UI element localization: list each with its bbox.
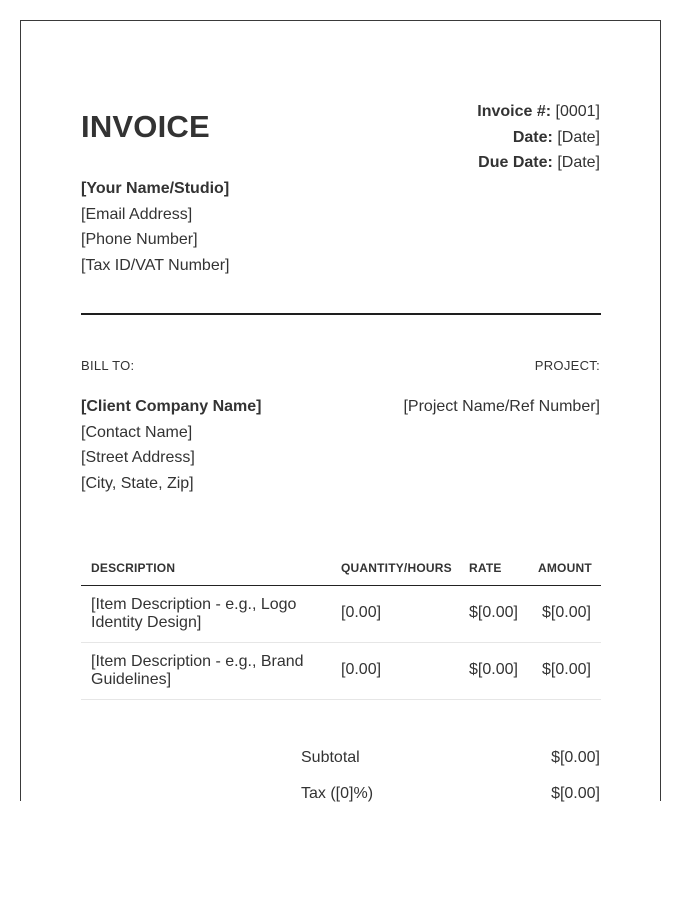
invoice-number-value: [0001]	[555, 103, 600, 120]
project-label: PROJECT:	[534, 358, 600, 373]
invoice-due-date-value: [Date]	[557, 154, 600, 171]
header-description: DESCRIPTION	[91, 561, 176, 575]
row-description: [Item Description - e.g., Logo Identity Design]	[91, 596, 297, 631]
invoice-due-date-line	[477, 150, 600, 176]
table-row	[81, 643, 601, 700]
header-amount: AMOUNT	[538, 561, 592, 575]
tax-value: $[0.00]	[551, 785, 600, 802]
subtotal-value: $[0.00]	[551, 749, 600, 766]
client-city-state-zip: [City, State, Zip]	[81, 474, 194, 492]
invoice-date-line	[477, 125, 600, 151]
row-amount: $[0.00]	[542, 661, 591, 678]
client-street-address: [Street Address]	[81, 449, 195, 466]
header-quantity: QUANTITY/HOURS	[341, 561, 452, 575]
row-rate: $[0.00]	[469, 661, 518, 678]
sender-block	[81, 176, 229, 278]
table-header-row	[81, 553, 601, 586]
client-contact-name: [Contact Name]	[81, 423, 193, 441]
invoice-title: INVOICE	[81, 109, 210, 144]
sender-name: [Your Name/Studio]	[81, 180, 230, 197]
invoice-number-line	[477, 99, 600, 125]
header-rate: RATE	[469, 561, 502, 575]
invoice-due-date-label: Due Date:	[478, 154, 553, 171]
row-amount: $[0.00]	[542, 604, 591, 621]
row-description: [Item Description - e.g., Brand Guidelines]	[91, 653, 304, 688]
line-items-table	[81, 553, 601, 700]
table-row	[81, 586, 601, 643]
invoice-page	[20, 20, 661, 801]
sender-tax-id: [Tax ID/VAT Number]	[81, 256, 230, 274]
row-rate: $[0.00]	[469, 604, 518, 621]
client-company-name: [Client Company Name]	[81, 398, 262, 415]
invoice-date-value: [Date]	[557, 128, 600, 146]
invoice-date-label: Date:	[512, 128, 553, 146]
project-value: [Project Name/Ref Number]	[403, 398, 600, 415]
invoice-number-label: Invoice #:	[477, 103, 552, 120]
sender-phone: [Phone Number]	[81, 231, 198, 248]
sender-email: [Email Address]	[81, 205, 193, 223]
invoice-meta	[477, 99, 600, 176]
bill-to-label: BILL TO:	[81, 358, 135, 373]
row-quantity: [0.00]	[341, 604, 382, 621]
header-divider	[81, 313, 601, 315]
subtotal-label: Subtotal	[301, 749, 360, 766]
row-quantity: [0.00]	[341, 661, 382, 678]
bill-to-block	[81, 394, 261, 496]
tax-label: Tax ([0]%)	[301, 785, 374, 802]
